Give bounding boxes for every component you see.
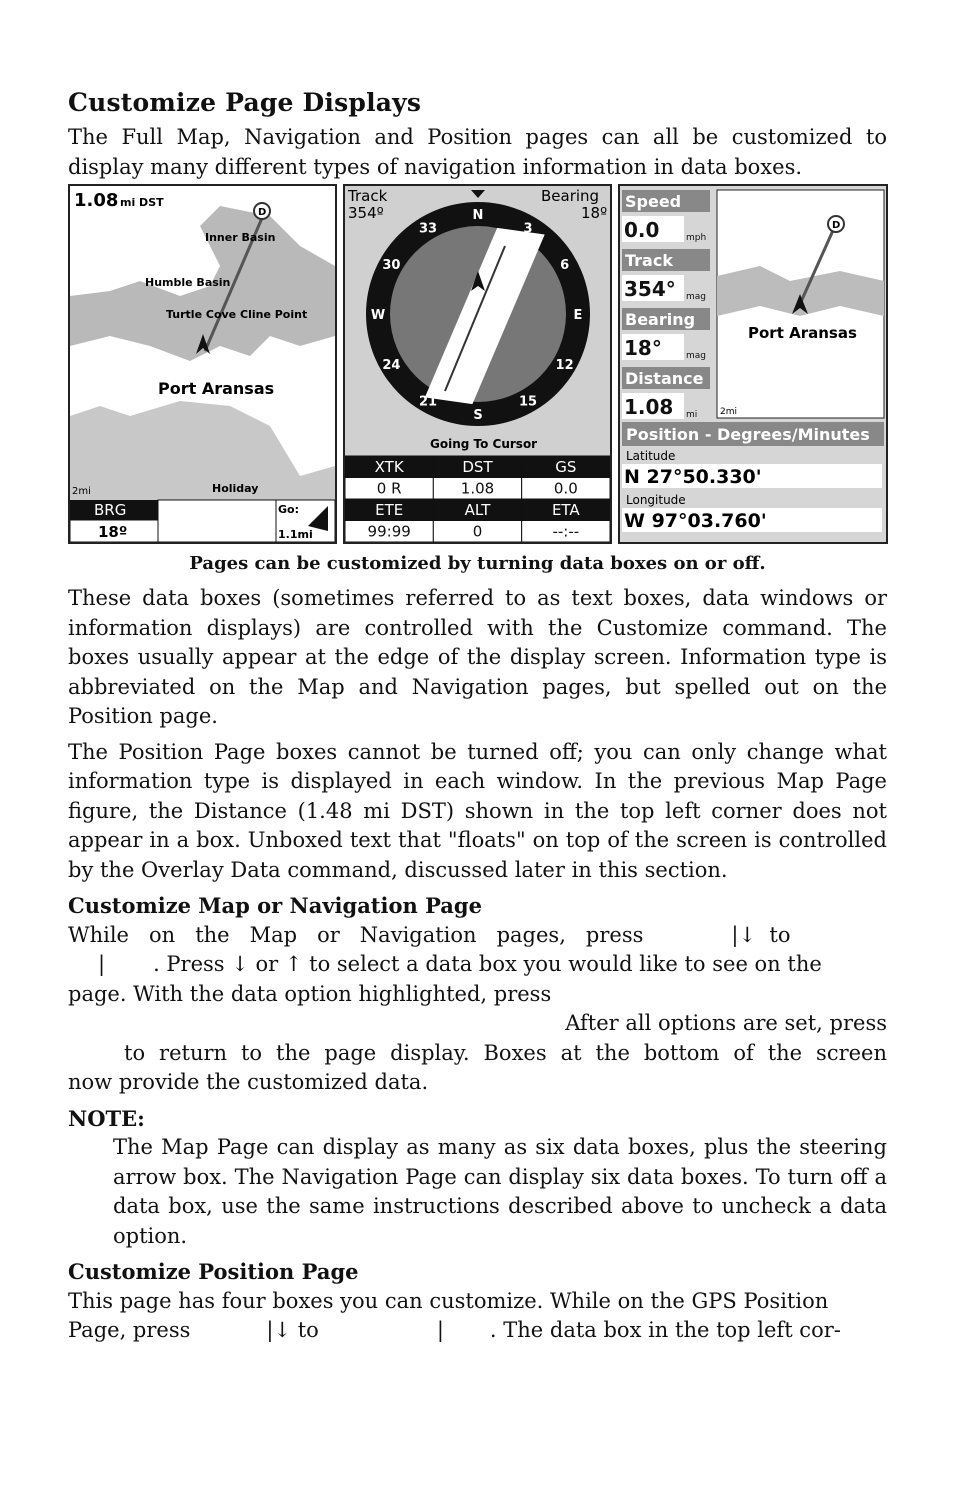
section2-line2: Page, press |↓ to | . The data box in the top left cor- bbox=[68, 1318, 841, 1342]
map-label-holiday: Holiday bbox=[212, 482, 259, 495]
map-distance-value: 1.08 bbox=[74, 190, 119, 211]
nav-value-cell: 99:99 bbox=[367, 522, 411, 541]
nav-value-cell: 1.08 bbox=[460, 479, 495, 498]
map-brg-value: 18º bbox=[98, 523, 128, 541]
map-label-inner-basin: Inner Basin bbox=[205, 231, 276, 244]
page-title: Customize Page Displays bbox=[68, 88, 422, 117]
section2-line1: This page has four boxes you can customize. While on the GPS Position bbox=[68, 1288, 829, 1313]
map-scale: 2mi bbox=[72, 486, 91, 497]
intro-paragraph: The Full Map, Navigation and Position pages can all be customized to display many different types of navigation information in data boxes. bbox=[68, 125, 887, 179]
map-go-value: 1.1mi bbox=[278, 528, 313, 541]
svg-text:D: D bbox=[832, 220, 841, 231]
navigation-screen bbox=[343, 184, 612, 544]
nav-value-cell: 0.0 bbox=[553, 479, 578, 498]
position-box-value: 1.08 bbox=[624, 395, 674, 419]
position-box-value: 0.0 bbox=[624, 218, 660, 242]
nav-track-value: 354º bbox=[348, 204, 384, 222]
section1-line3: page. With the data option highlighted, press bbox=[68, 981, 552, 1006]
position-box-label: Track bbox=[625, 251, 673, 270]
section1-line1: While on the Map or Navigation pages, press |↓ to bbox=[68, 922, 791, 947]
section1-line5: to return to the page display. Boxes at the bottom of the screen bbox=[124, 1040, 887, 1065]
section-heading-position: Customize Position Page bbox=[68, 1259, 359, 1284]
nav-bearing-label: Bearing bbox=[541, 187, 600, 205]
compass-mark: 12 bbox=[555, 358, 574, 373]
map-brg-label: BRG bbox=[94, 501, 127, 519]
note-heading: NOTE: bbox=[68, 1105, 145, 1131]
latitude-label: Latitude bbox=[626, 449, 676, 463]
nav-header-cell: XTK bbox=[374, 458, 404, 476]
compass-mark: W bbox=[370, 308, 386, 323]
compass-mark: 33 bbox=[418, 221, 438, 237]
figure-screens bbox=[68, 184, 887, 544]
nav-track-label: Track bbox=[348, 187, 388, 205]
section1-line4: After all options are set, press bbox=[565, 1011, 887, 1035]
position-header: Position - Degrees/Minutes bbox=[626, 425, 870, 444]
figure-caption: Pages can be customized by turning data boxes on or off. bbox=[189, 553, 766, 574]
compass-mark: 3 bbox=[523, 221, 533, 237]
map-label-turtle-cove: Turtle Cove bbox=[166, 308, 237, 321]
map-go-label: Go: bbox=[278, 503, 299, 516]
nav-header-cell: ETE bbox=[375, 501, 404, 519]
map-screen bbox=[68, 184, 337, 544]
longitude-value: W 97°03.760' bbox=[624, 510, 767, 532]
nav-value-cell: 0 bbox=[472, 522, 483, 541]
compass-mark: 30 bbox=[382, 258, 401, 273]
position-screen bbox=[618, 184, 888, 544]
compass-mark: 24 bbox=[382, 358, 401, 373]
compass-mark: N bbox=[472, 208, 484, 223]
compass-mark: 15 bbox=[518, 394, 538, 410]
document-page bbox=[68, 88, 887, 1346]
position-box-value: 354° bbox=[624, 277, 676, 301]
nav-value-cell: --:-- bbox=[552, 522, 580, 541]
compass-mark: 21 bbox=[418, 394, 438, 410]
section-heading-map-nav: Customize Map or Navigation Page bbox=[68, 893, 482, 918]
compass-mark: E bbox=[573, 308, 583, 323]
paragraph-position-page: The Position Page boxes cannot be turned off; you can only change what information type is displayed in each window. In the previous Map Page figure, the Distance (1.48 mi DST) shown in the top left corner does not appear in a box. Unboxed text that "floats" on top of the screen is controlled by the Overlay Data command, discussed later in this section. bbox=[68, 739, 887, 882]
svg-text:D: D bbox=[258, 207, 267, 218]
nav-header-cell: ALT bbox=[464, 501, 491, 519]
position-box-label: Distance bbox=[625, 369, 704, 388]
nav-header-cell: ETA bbox=[551, 501, 580, 519]
compass-mark: 6 bbox=[560, 258, 570, 273]
section1-line6: now provide the customized data. bbox=[68, 1070, 429, 1094]
map-distance-unit: mi DST bbox=[120, 196, 164, 209]
section1-line2: | . Press ↓ or ↑ to select a data box you would like to see on the bbox=[98, 952, 822, 976]
nav-going-to: Going To Cursor bbox=[430, 437, 538, 451]
position-box-unit: mi bbox=[686, 410, 698, 420]
nav-value-cell: 0 R bbox=[376, 479, 402, 498]
position-box-unit: mph bbox=[686, 233, 707, 243]
nav-header-cell: DST bbox=[462, 458, 493, 476]
latitude-value: N 27°50.330' bbox=[624, 466, 762, 488]
compass-mark: S bbox=[473, 408, 483, 423]
nav-bearing-value: 18º bbox=[581, 204, 608, 222]
note-body: The Map Page can display as many as six data boxes, plus the steering arrow box. The Navigation Page can display six data boxes. To turn off a data box, use the same instructions described above to uncheck a data option. bbox=[113, 1135, 887, 1248]
position-box-unit: mag bbox=[686, 351, 706, 361]
position-box-label: Bearing bbox=[625, 310, 696, 329]
map-label-port-aransas: Port Aransas bbox=[158, 379, 275, 398]
position-box-label: Speed bbox=[625, 192, 682, 211]
position-map-scale: 2mi bbox=[720, 407, 737, 417]
paragraph-data-boxes: These data boxes (sometimes referred to as text boxes, data windows or information displays) are controlled with the Customize command. The boxes usually appear at the edge of the display screen. Information type is abbreviated on the Map and Navigation pages, but spelled out on the Position page. bbox=[68, 586, 887, 728]
position-box-unit: mag bbox=[686, 292, 706, 302]
longitude-label: Longitude bbox=[626, 493, 686, 507]
position-map-label: Port Aransas bbox=[748, 324, 857, 342]
map-label-humble-basin: Humble Basin bbox=[145, 276, 231, 289]
nav-header-cell: GS bbox=[555, 458, 577, 476]
position-box-value: 18° bbox=[624, 336, 662, 360]
nav-data-table bbox=[345, 456, 610, 542]
map-label-cline-point: Cline Point bbox=[240, 308, 308, 321]
